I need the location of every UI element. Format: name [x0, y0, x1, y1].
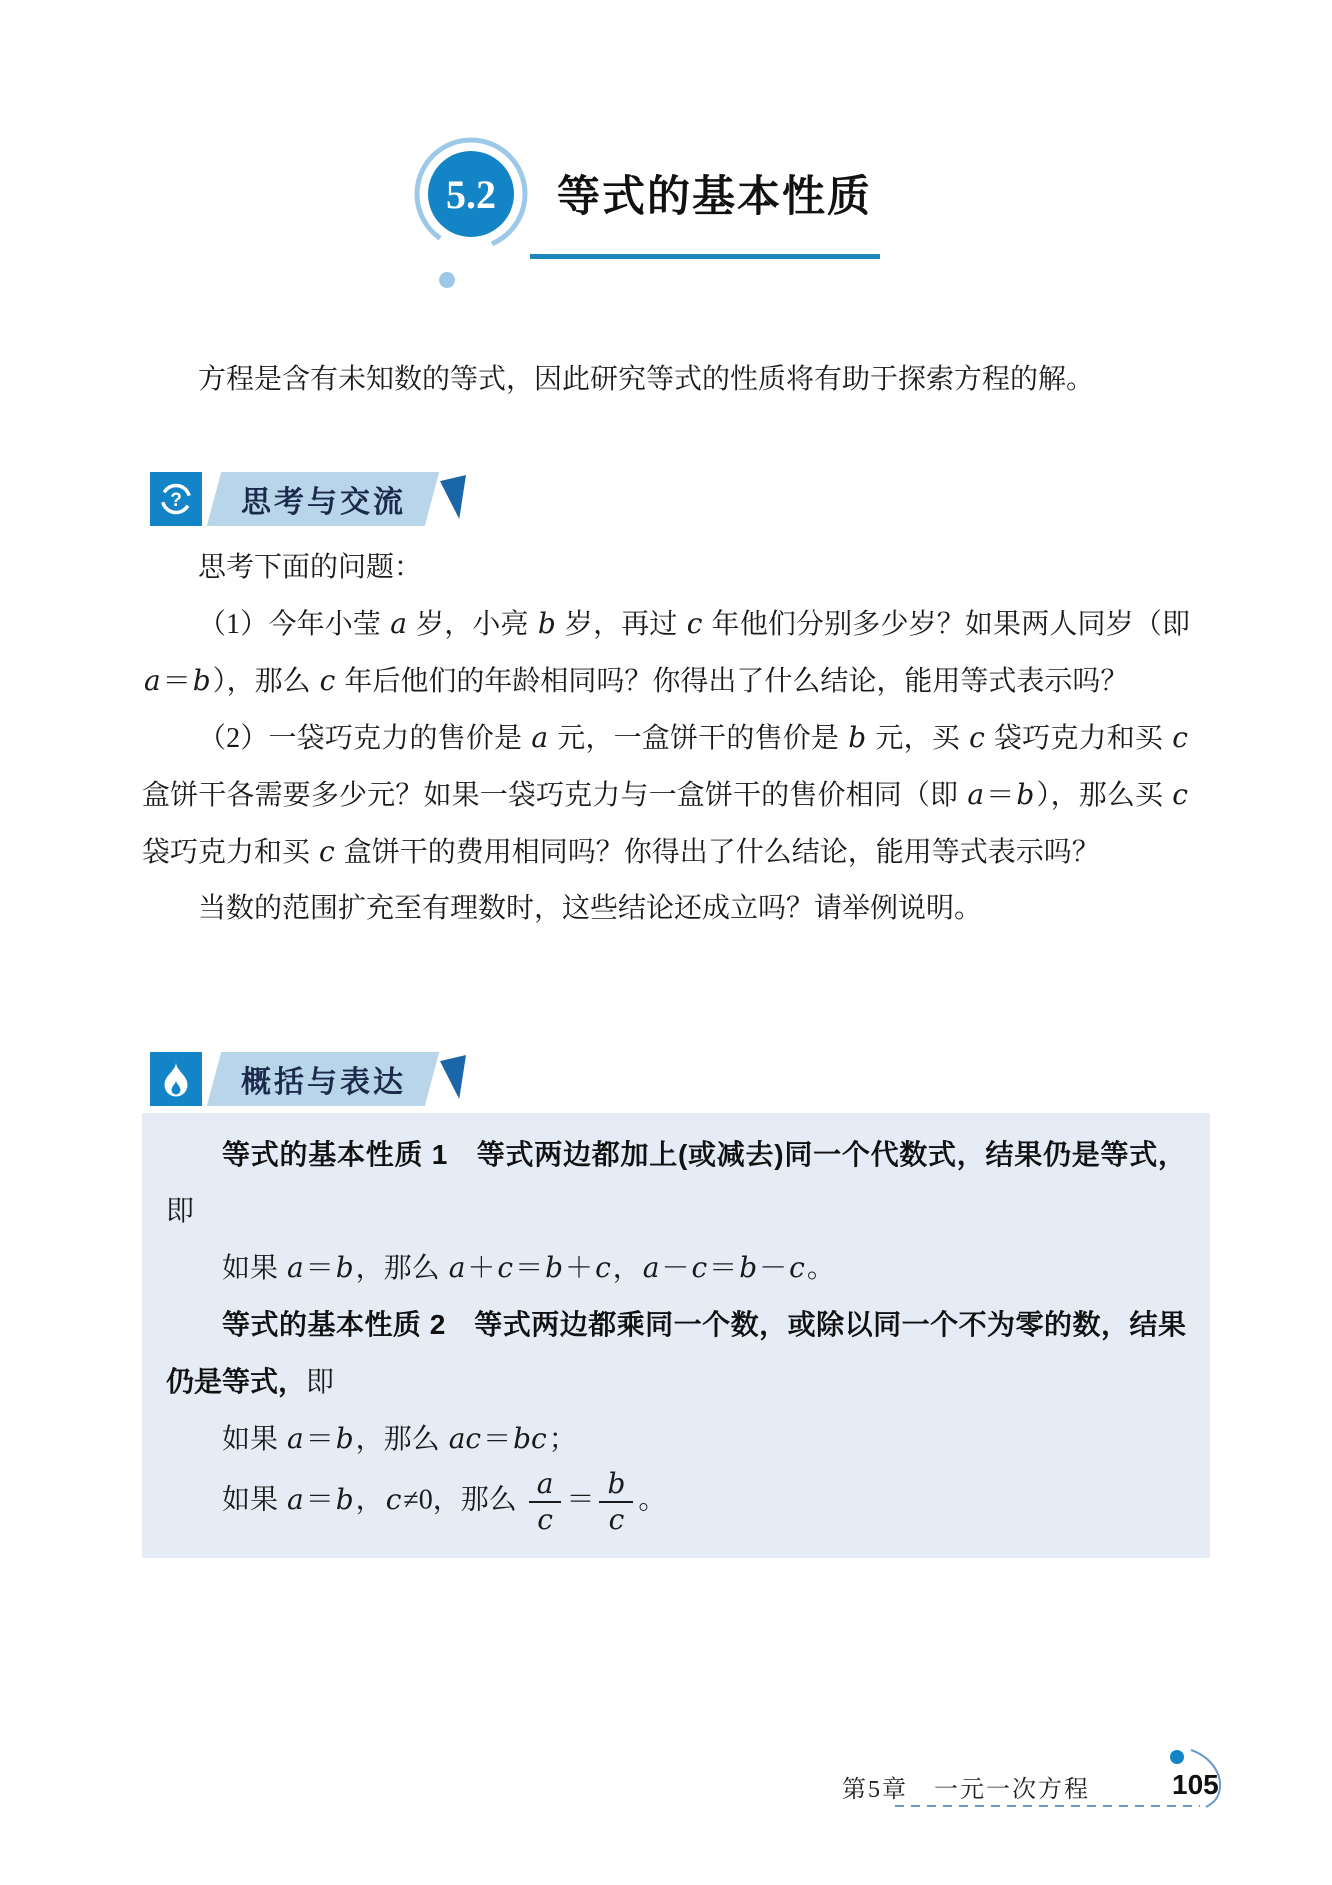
- fraction: $\frac{a}{c}$: [529, 1468, 562, 1536]
- property-statement: 等式的基本性质 1 等式两边都加上(或减去)同一个代数式，结果仍是等式，即: [166, 1139, 1186, 1227]
- section-number: 5.2: [446, 172, 496, 217]
- think-banner: [150, 472, 466, 528]
- summary-banner: [150, 1052, 466, 1108]
- question-circle-icon-art: [156, 479, 196, 519]
- page-number: 105: [1172, 1769, 1219, 1800]
- intro-block: [142, 352, 1190, 408]
- think-paragraph: 当数的范围扩充至有理数时，这些结论还成立吗？请举例说明。: [198, 893, 983, 924]
- property-formula: 如果 a＝b，那么 ac＝bc；: [222, 1422, 577, 1455]
- think-paragraph: （1）今年小莹 a 岁，小亮 b 岁，再过 c 年他们分别多少岁？如果两人同岁（即 a＝b），那么 c 年后他们的年龄相同吗？你得出了什么结论，能用等式表示吗？: [144, 607, 1190, 697]
- property-formula: 如果 a＝b，c≠0，那么 $\frac{a}{c}$ ＝ $\frac{b}{c}$ 。: [222, 1467, 667, 1537]
- think-section-text: [142, 540, 1190, 937]
- section-title: 等式的基本性质: [557, 173, 872, 221]
- think-paragraph: （2）一袋巧克力的售价是 a 元，一盒饼干的售价是 b 元，买 c 袋巧克力和买 c 盒饼干各需要多少元？如果一袋巧克力与一盒饼干的售价相同（即 a＝b），那么买 c 袋巧克力和买 c 盒饼干的费用相同吗？你得出了什么结论，能用等式表示吗？: [142, 721, 1188, 868]
- footer-dot: [1170, 1750, 1184, 1764]
- badge-dot: [439, 272, 455, 288]
- think-banner-band: [207, 472, 439, 526]
- think-paragraph: 思考下面的问题：: [198, 552, 423, 583]
- fraction: $\frac{b}{c}$: [599, 1468, 633, 1536]
- banner-flag-triangle: [440, 1055, 466, 1099]
- summary-banner-label: 概括与表达: [240, 1066, 406, 1099]
- flame-icon-art: [156, 1059, 196, 1099]
- svg-text:?: ?: [170, 490, 182, 511]
- page-footer: [842, 1735, 1250, 1835]
- think-banner-label: 思考与交流: [240, 486, 406, 519]
- section-badge-art: [408, 132, 538, 292]
- title-underline: [530, 254, 880, 259]
- summary-banner-band: [207, 1052, 439, 1106]
- properties-box: [142, 1113, 1210, 1558]
- section-number-badge: [408, 132, 538, 292]
- chapter-label: 第5章 一元一次方程: [842, 1777, 1090, 1803]
- property-formula: 如果 a＝b，那么 a＋c＝b＋c，a－c＝b－c。: [222, 1251, 835, 1284]
- flame-icon: [150, 1052, 202, 1106]
- banner-flag-triangle: [440, 475, 466, 519]
- intro-paragraph: 方程是含有未知数的等式，因此研究等式的性质将有助于探索方程的解。: [198, 364, 1095, 395]
- question-circle-icon: [150, 472, 202, 526]
- property-statement: 等式的基本性质 2 等式两边都乘同一个数，或除以同一个不为零的数，结果仍是等式，即: [166, 1309, 1186, 1398]
